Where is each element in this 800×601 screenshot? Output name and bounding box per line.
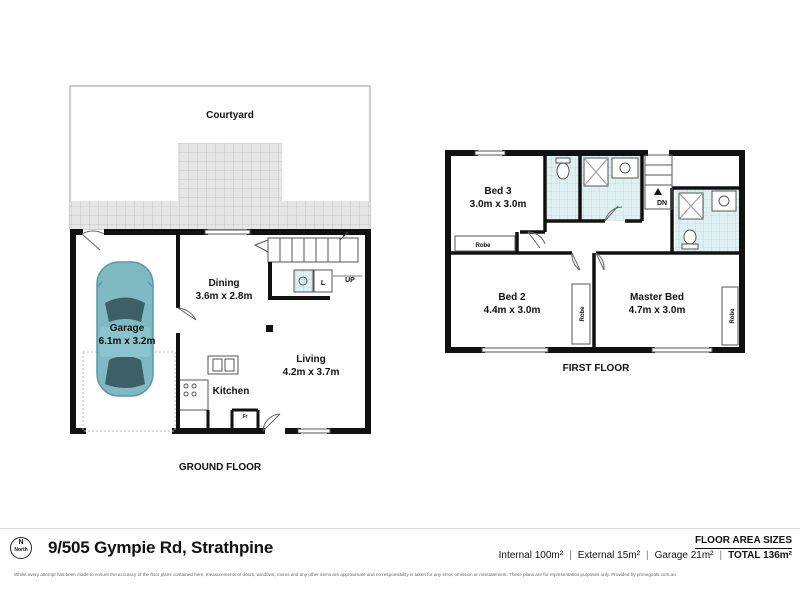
courtyard-label: Courtyard <box>206 110 254 121</box>
first-floor-plan <box>448 151 742 374</box>
down-label: DN <box>656 200 668 207</box>
column <box>266 325 273 332</box>
floor-area-sizes: Internal 100m² | External 15m² | Garage 21m² | TOTAL 136m² <box>498 550 792 561</box>
courtyard-paving <box>178 143 282 203</box>
stair-arrow-icon <box>654 188 662 195</box>
master-bed-size: 4.7m x 3.0m <box>628 305 686 316</box>
property-address: 9/505 Gympie Rd, Strathpine <box>48 538 274 557</box>
disclaimer-text: Whilst every attempt has been made to ensure the accuracy of the floor plans contained here, measurements of doors, windows, rooms and any other items are approximate and no responsibility is taken for any error, omission or misstatement. These plans are for representation purposes only. Provided by primegoals.com.au <box>14 572 676 577</box>
living-size: 4.2m x 3.7m <box>282 367 340 378</box>
fridge-label: Fr <box>242 414 248 420</box>
compass-north: North <box>14 547 28 553</box>
up-label: UP <box>345 277 355 284</box>
bed-2-label: Bed 2 <box>498 292 526 303</box>
toilet-icon <box>557 163 569 179</box>
garage-size: 6.1m x 3.2m <box>98 336 156 347</box>
footer-bar <box>0 528 800 601</box>
compass-icon <box>10 537 32 559</box>
laundry-label: L <box>320 280 326 287</box>
ground-floor-plan <box>70 86 370 473</box>
dining-label: Dining <box>208 278 240 289</box>
bed-3-size: 3.0m x 3.0m <box>469 199 527 210</box>
robe-label: Robe <box>580 306 586 322</box>
bed-3-label: Bed 3 <box>484 186 512 197</box>
total-area: TOTAL 136m² <box>728 550 792 561</box>
compass-n: N <box>18 539 24 546</box>
ground-floor-title: GROUND FLOOR <box>178 462 262 473</box>
robe-label: Robe <box>475 243 491 249</box>
garage-label: Garage <box>109 323 145 334</box>
internal-area: Internal 100m² <box>498 550 564 561</box>
bed-2-size: 4.4m x 3.0m <box>483 305 541 316</box>
first-floor-title: FIRST FLOOR <box>562 363 630 374</box>
master-bed-label: Master Bed <box>630 292 684 303</box>
basin-icon <box>620 163 630 173</box>
living-label: Living <box>296 354 326 365</box>
kitchen-label: Kitchen <box>212 386 250 397</box>
floor-area-title: FLOOR AREA SIZES <box>694 535 792 546</box>
external-area: External 15m² <box>577 550 640 561</box>
basin-icon <box>719 196 729 206</box>
robe-label: Robe <box>730 308 736 324</box>
toilet-icon <box>684 230 696 244</box>
garage-area: Garage 21m² <box>654 550 714 561</box>
dining-size: 3.6m x 2.8m <box>195 291 253 302</box>
courtyard-paving <box>70 201 370 229</box>
